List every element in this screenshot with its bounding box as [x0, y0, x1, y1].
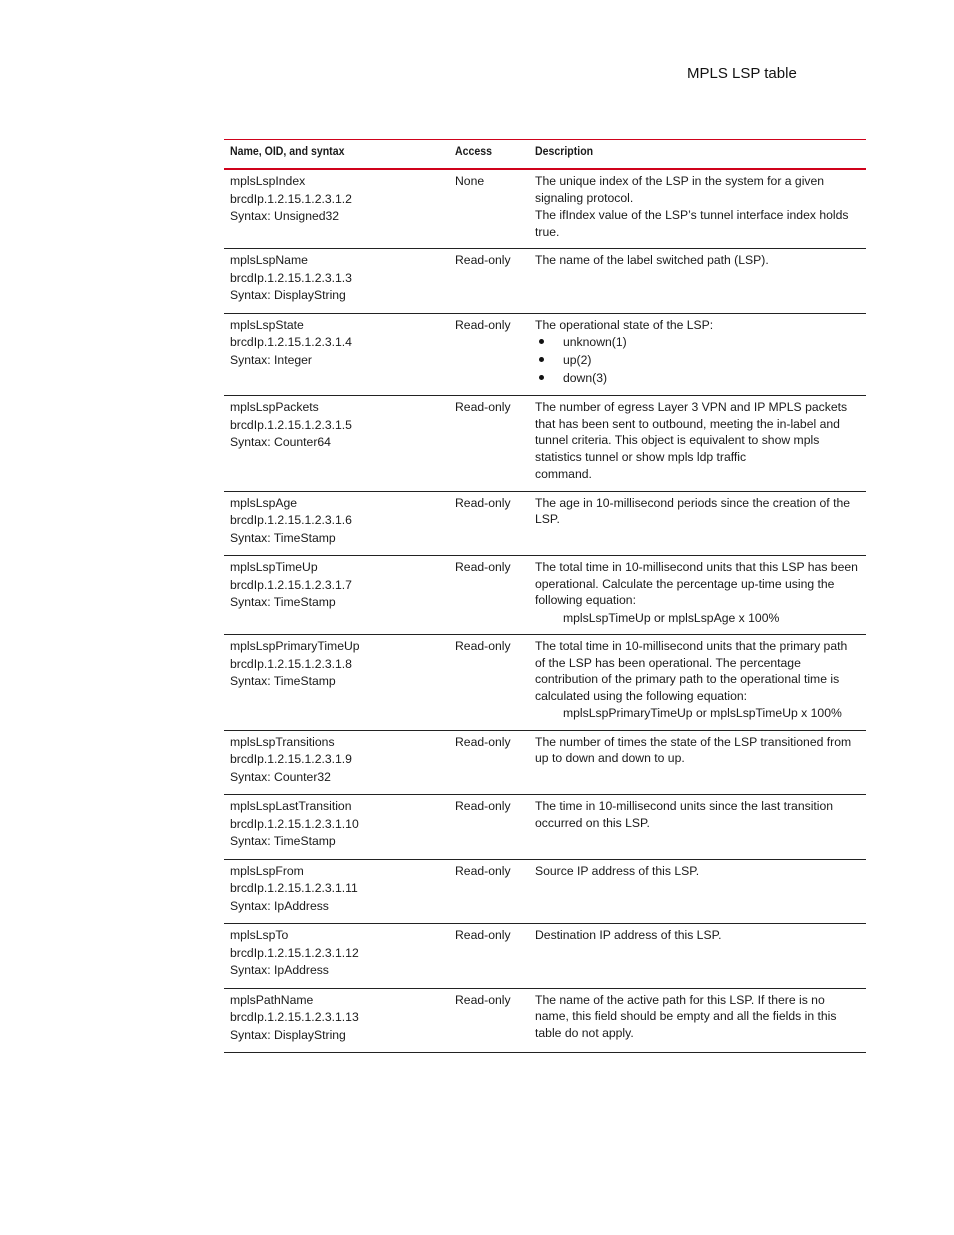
object-name: mplsLspState: [230, 317, 304, 332]
object-oid: brcdIp.1.2.15.1.2.3.1.5: [230, 417, 352, 432]
cell-name-oid-syntax: [224, 730, 449, 795]
object-name: mplsLspPackets: [230, 400, 319, 414]
object-oid: brcdIp.1.2.15.1.2.3.1.3: [230, 270, 352, 285]
description-text: The total time in 10-millisecond units that the primary path of the LSP has been operational. The percentage contribution of the primary path to the operational time is calculated using the following equation:: [535, 639, 848, 703]
object-name: mplsPathName: [230, 992, 314, 1007]
equation-text: mplsLspPrimaryTimeUp or mplsLspTimeUp x 100%: [563, 706, 842, 720]
table-row: [224, 491, 866, 556]
description-text: The unique index of the LSP in the system for a given signaling protocol.: [535, 174, 825, 205]
cell-access: Read-only: [449, 635, 529, 731]
description-text: Destination IP address of this LSP.: [535, 928, 722, 942]
cell-access: Read-only: [449, 249, 529, 314]
cell-description: [529, 988, 866, 1053]
object-name: mplsLspName: [230, 253, 308, 267]
cell-name-oid-syntax: [224, 556, 449, 635]
cell-description: [529, 169, 866, 249]
cell-description: [529, 313, 866, 396]
object-oid: brcdIp.1.2.15.1.2.3.1.9: [230, 752, 352, 766]
table-row: [224, 396, 866, 492]
description-text: The time in 10-millisecond units since the last transition occurred on this LSP.: [535, 799, 834, 830]
cell-name-oid-syntax: [224, 795, 449, 860]
cell-name-oid-syntax: [224, 491, 449, 556]
column-header-access: Access: [455, 144, 493, 158]
object-oid: brcdIp.1.2.15.1.2.3.1.2: [230, 191, 352, 206]
object-syntax: Syntax: Unsigned32: [230, 209, 340, 223]
object-name: mplsLspPrimaryTimeUp: [230, 639, 360, 653]
mpls-lsp-table: [224, 139, 866, 1053]
object-syntax: Syntax: DisplayString: [230, 1027, 346, 1042]
cell-name-oid-syntax: [224, 249, 449, 314]
description-text: The age in 10-millisecond periods since the creation of the LSP.: [535, 495, 851, 526]
object-syntax: Syntax: Counter64: [230, 435, 331, 449]
object-syntax: Syntax: Counter32: [230, 769, 331, 784]
column-header-name: Name, OID, and syntax: [230, 144, 345, 158]
cell-access: Read-only: [449, 924, 529, 989]
object-syntax: Syntax: TimeStamp: [230, 595, 336, 609]
cell-access: Read-only: [449, 396, 529, 492]
object-name: mplsLspAge: [230, 495, 298, 510]
column-header-description: Description: [535, 144, 594, 158]
cell-name-oid-syntax: [224, 924, 449, 989]
table-row: [224, 795, 866, 860]
cell-description: [529, 924, 866, 989]
cell-access: Read-only: [449, 795, 529, 860]
state-list-item: up(2): [535, 351, 860, 369]
description-text: The number of egress Layer 3 VPN and IP MPLS packets that has been sent to outbound, meeting the in-label and tunnel criteria. This object is equivalent to show mpls statistics tunnel or show mpls ldp traffic: [535, 400, 848, 464]
table-row: [224, 730, 866, 795]
cell-access: Read-only: [449, 313, 529, 396]
table-row: [224, 859, 866, 924]
object-name: mplsLspLastTransition: [230, 799, 352, 813]
state-list-item: down(3): [535, 369, 860, 387]
object-syntax: Syntax: DisplayString: [230, 288, 346, 302]
object-syntax: Syntax: TimeStamp: [230, 834, 336, 848]
cell-access: Read-only: [449, 988, 529, 1053]
cell-description: [529, 795, 866, 860]
description-text: The name of the active path for this LSP. If there is no name, this field should be empty and all the fields in this table do not apply.: [535, 992, 837, 1040]
description-text: Source IP address of this LSP.: [535, 863, 700, 878]
object-oid: brcdIp.1.2.15.1.2.3.1.8: [230, 656, 352, 671]
cell-access: Read-only: [449, 859, 529, 924]
object-syntax: Syntax: Integer: [230, 352, 312, 367]
object-oid: brcdIp.1.2.15.1.2.3.1.11: [230, 881, 358, 895]
cell-name-oid-syntax: [224, 169, 449, 249]
table-row: [224, 635, 866, 731]
cell-name-oid-syntax: [224, 313, 449, 396]
equation-text: mplsLspTimeUp or mplsLspAge x 100%: [563, 610, 780, 625]
cell-access: Read-only: [449, 556, 529, 635]
state-list: [535, 333, 860, 387]
table-row: [224, 924, 866, 989]
object-name: mplsLspTo: [230, 928, 289, 942]
object-syntax: Syntax: TimeStamp: [230, 530, 336, 545]
cell-access: Read-only: [449, 730, 529, 795]
cell-name-oid-syntax: [224, 396, 449, 492]
description-text: The name of the label switched path (LSP).: [535, 253, 769, 267]
object-syntax: Syntax: IpAddress: [230, 963, 329, 977]
object-syntax: Syntax: TimeStamp: [230, 674, 336, 688]
cell-description: [529, 730, 866, 795]
cell-access: None: [449, 169, 529, 249]
cell-name-oid-syntax: [224, 859, 449, 924]
cell-access: Read-only: [449, 491, 529, 556]
description-text: command.: [535, 467, 592, 481]
description-text: The operational state of the LSP:: [535, 317, 714, 332]
object-name: mplsLspTransitions: [230, 734, 335, 749]
cell-description: [529, 635, 866, 731]
object-oid: brcdIp.1.2.15.1.2.3.1.12: [230, 945, 359, 960]
cell-description: [529, 396, 866, 492]
page-header: MPLS LSP table: [687, 65, 797, 82]
table-row: [224, 169, 866, 249]
table-row: [224, 556, 866, 635]
object-oid: brcdIp.1.2.15.1.2.3.1.4: [230, 335, 352, 349]
cell-description: [529, 249, 866, 314]
description-text: The ifIndex value of the LSP’s tunnel interface index holds true.: [535, 208, 849, 239]
cell-name-oid-syntax: [224, 988, 449, 1053]
cell-description: [529, 556, 866, 635]
object-oid: brcdIp.1.2.15.1.2.3.1.7: [230, 577, 352, 592]
table-body: [224, 169, 866, 1053]
object-oid: brcdIp.1.2.15.1.2.3.1.10: [230, 816, 359, 831]
table-row: [224, 313, 866, 396]
description-text: The number of times the state of the LSP transitioned from up to down and down to up.: [535, 734, 852, 765]
cell-description: [529, 491, 866, 556]
state-list-item: unknown(1): [535, 333, 860, 351]
table-row: [224, 988, 866, 1053]
object-name: mplsLspTimeUp: [230, 560, 318, 574]
object-oid: brcdIp.1.2.15.1.2.3.1.6: [230, 513, 352, 527]
cell-description: [529, 859, 866, 924]
table-header-row: [224, 140, 866, 170]
object-name: mplsLspFrom: [230, 863, 304, 878]
table-row: [224, 249, 866, 314]
object-name: mplsLspIndex: [230, 174, 306, 188]
object-syntax: Syntax: IpAddress: [230, 898, 329, 913]
cell-name-oid-syntax: [224, 635, 449, 731]
object-oid: brcdIp.1.2.15.1.2.3.1.13: [230, 1010, 359, 1024]
description-text: The total time in 10-millisecond units that this LSP has been operational. Calculate the percentage up-time using the following equation:: [535, 560, 858, 607]
